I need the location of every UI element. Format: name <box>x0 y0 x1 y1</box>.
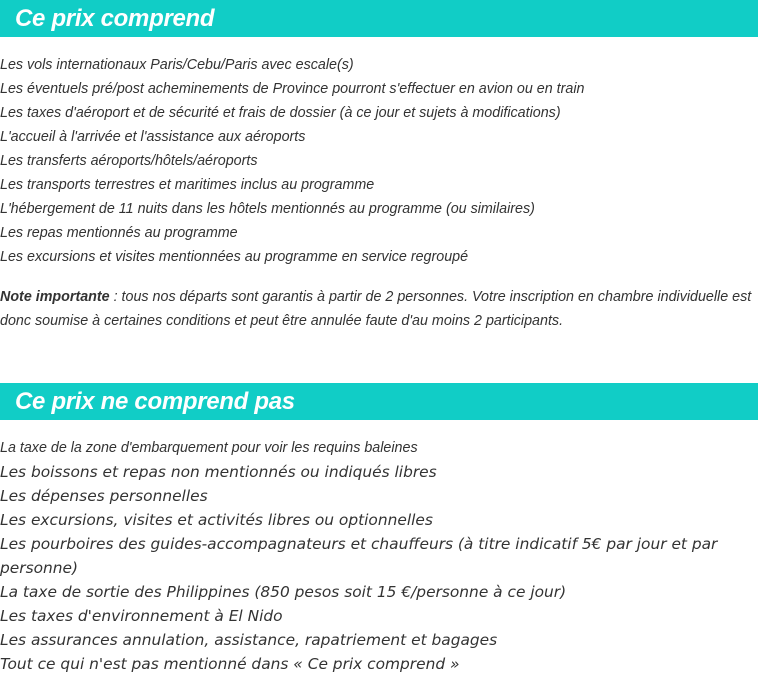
includes-item: Les taxes d'aéroport et de sécurité et frais de dossier (à ce jour et sujets à modifications) <box>0 105 561 121</box>
excludes-header <box>0 383 758 420</box>
includes-item: Les éventuels pré/post acheminements de Province pourront s'effectuer en avion ou en train <box>0 81 585 97</box>
includes-item: Les vols internationaux Paris/Cebu/Paris avec escale(s) <box>0 57 354 73</box>
includes-item: L'hébergement de 11 nuits dans les hôtels mentionnés au programme (ou similaires) <box>0 201 535 217</box>
excludes-list <box>0 460 750 676</box>
includes-header <box>0 0 758 37</box>
important-note <box>0 285 752 333</box>
includes-item: Les repas mentionnés au programme <box>0 225 238 241</box>
excludes-item: Les pourboires des guides-accompagnateurs et chauffeurs (à titre indicatif 5€ par jour et par personne) <box>0 535 718 577</box>
note-label: Note importante <box>0 289 110 305</box>
includes-list <box>0 53 584 269</box>
excludes-item: Les boissons et repas non mentionnés ou indiqués libres <box>0 463 437 481</box>
includes-item: Les transferts aéroports/hôtels/aéroports <box>0 153 258 169</box>
note-text: : tous nos départs sont garantis à partir de 2 personnes. Votre inscription en chambre individuelle est donc soumise à certaines conditions et peut être annulée faute d'au moins 2 participants. <box>0 289 752 329</box>
includes-item: Les excursions et visites mentionnées au programme en service regroupé <box>0 249 469 265</box>
excludes-item: Les assurances annulation, assistance, rapatriement et bagages <box>0 631 498 649</box>
excludes-item: Les taxes d'environnement à El Nido <box>0 607 283 625</box>
includes-title: Ce prix comprend <box>15 5 215 32</box>
excludes-title: Ce prix ne comprend pas <box>15 388 295 415</box>
excludes-item: Les dépenses personnelles <box>0 487 208 505</box>
includes-item: Les transports terrestres et maritimes inclus au programme <box>0 177 375 193</box>
excludes-item: La taxe de la zone d'embarquement pour voir les requins baleines <box>0 440 418 456</box>
excludes-item: Tout ce qui n'est pas mentionné dans « Ce prix comprend » <box>0 655 460 673</box>
includes-item: L'accueil à l'arrivée et l'assistance aux aéroports <box>0 129 306 145</box>
excludes-item: La taxe de sortie des Philippines (850 pesos soit 15 €/personne à ce jour) <box>0 583 567 601</box>
excludes-item: Les excursions, visites et activités libres ou optionnelles <box>0 511 433 529</box>
